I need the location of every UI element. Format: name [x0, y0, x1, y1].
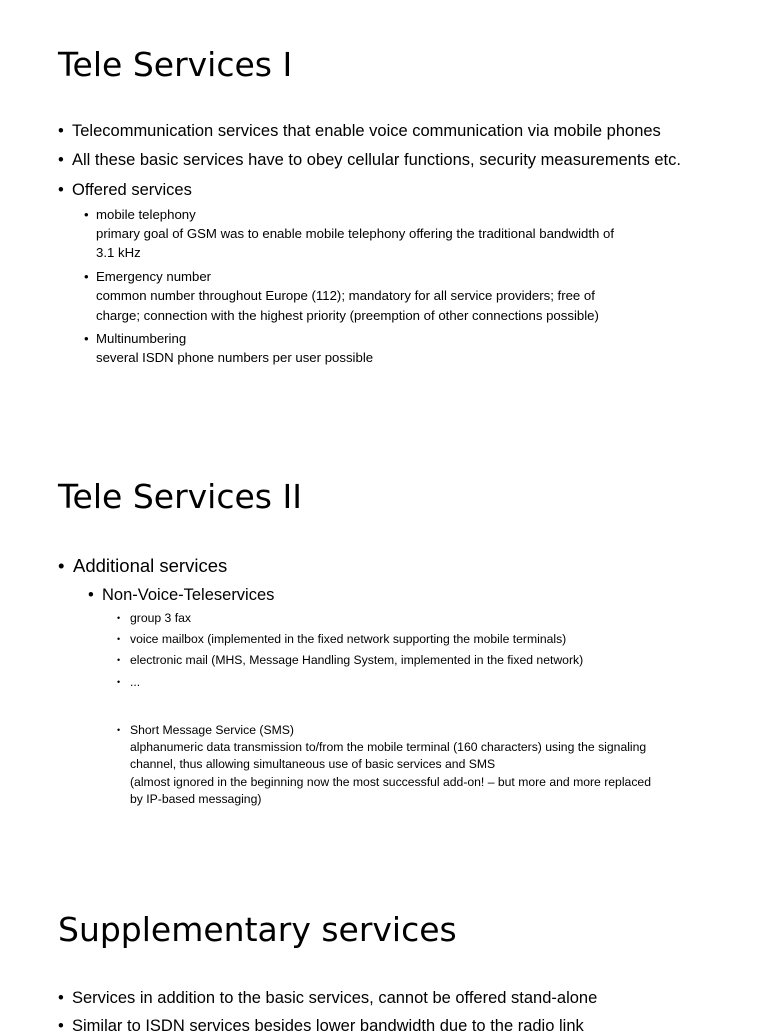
slide-title-supplementary-services: Supplementary services [58, 910, 457, 949]
sub-item-text: primary goal of GSM was to enable mobile telephony offering the traditional bandwidth of [96, 226, 615, 241]
list-item-marker: • [117, 677, 121, 687]
list-item-marker: • [117, 725, 121, 735]
bullet-marker: • [58, 989, 64, 1007]
sms-text: by IP-based messaging) [130, 792, 262, 806]
bullet-text: Services in addition to the basic services, cannot be offered stand-alone [72, 989, 598, 1007]
list-item: voice mailbox (implemented in the fixed network supporting the mobile terminals) [130, 632, 567, 646]
sub-item-label: mobile telephony [96, 207, 196, 222]
list-item-marker: • [117, 655, 121, 665]
sms-text: channel, thus allowing simultaneous use of basic services and SMS [130, 757, 496, 771]
sms-text: alphanumeric data transmission to/from the mobile terminal (160 characters) using the signaling [130, 740, 647, 754]
bullet-text: Additional services [73, 555, 228, 576]
bullet-text: Telecommunication services that enable voice communication via mobile phones [72, 122, 661, 140]
list-item: ... [130, 675, 141, 689]
list-item-marker: • [117, 613, 121, 623]
bullet-marker: • [58, 1017, 64, 1035]
sms-text: (almost ignored in the beginning now the most successful add-on! – but more and more replaced [130, 775, 651, 789]
bullet-marker: • [58, 181, 64, 199]
slide-title-tele-services-2: Tele Services II [58, 477, 302, 516]
sms-label: Short Message Service (SMS) [130, 723, 294, 737]
sub-item-text: several ISDN phone numbers per user possible [96, 350, 374, 365]
list-item-marker: • [117, 634, 121, 644]
bullet-marker: • [58, 555, 65, 576]
sub-bullet-marker: • [88, 586, 94, 604]
bullet-marker: • [58, 122, 64, 140]
bullet-text: Offered services [72, 181, 192, 199]
slide-title-tele-services-1: Tele Services I [58, 45, 293, 84]
bullet-marker: • [58, 151, 64, 169]
sub-bullet-marker: • [84, 331, 89, 346]
bullet-text: Similar to ISDN services besides lower bandwidth due to the radio link [72, 1017, 584, 1035]
sub-bullet-marker: • [84, 207, 89, 222]
sub-bullet-text: Non-Voice-Teleservices [102, 586, 275, 604]
sub-item-text: charge; connection with the highest priority (preemption of other connections possible) [96, 308, 599, 323]
sub-item-text: common number throughout Europe (112); mandatory for all service providers; free of [96, 288, 595, 303]
sub-bullet-marker: • [84, 269, 89, 284]
bullet-text: All these basic services have to obey cellular functions, security measurements etc. [72, 151, 681, 169]
sub-item-label: Multinumbering [96, 331, 187, 346]
list-item: group 3 fax [130, 611, 191, 625]
list-item: electronic mail (MHS, Message Handling System, implemented in the fixed network) [130, 653, 584, 667]
sub-item-text: 3.1 kHz [96, 245, 141, 260]
sub-item-label: Emergency number [96, 269, 212, 284]
